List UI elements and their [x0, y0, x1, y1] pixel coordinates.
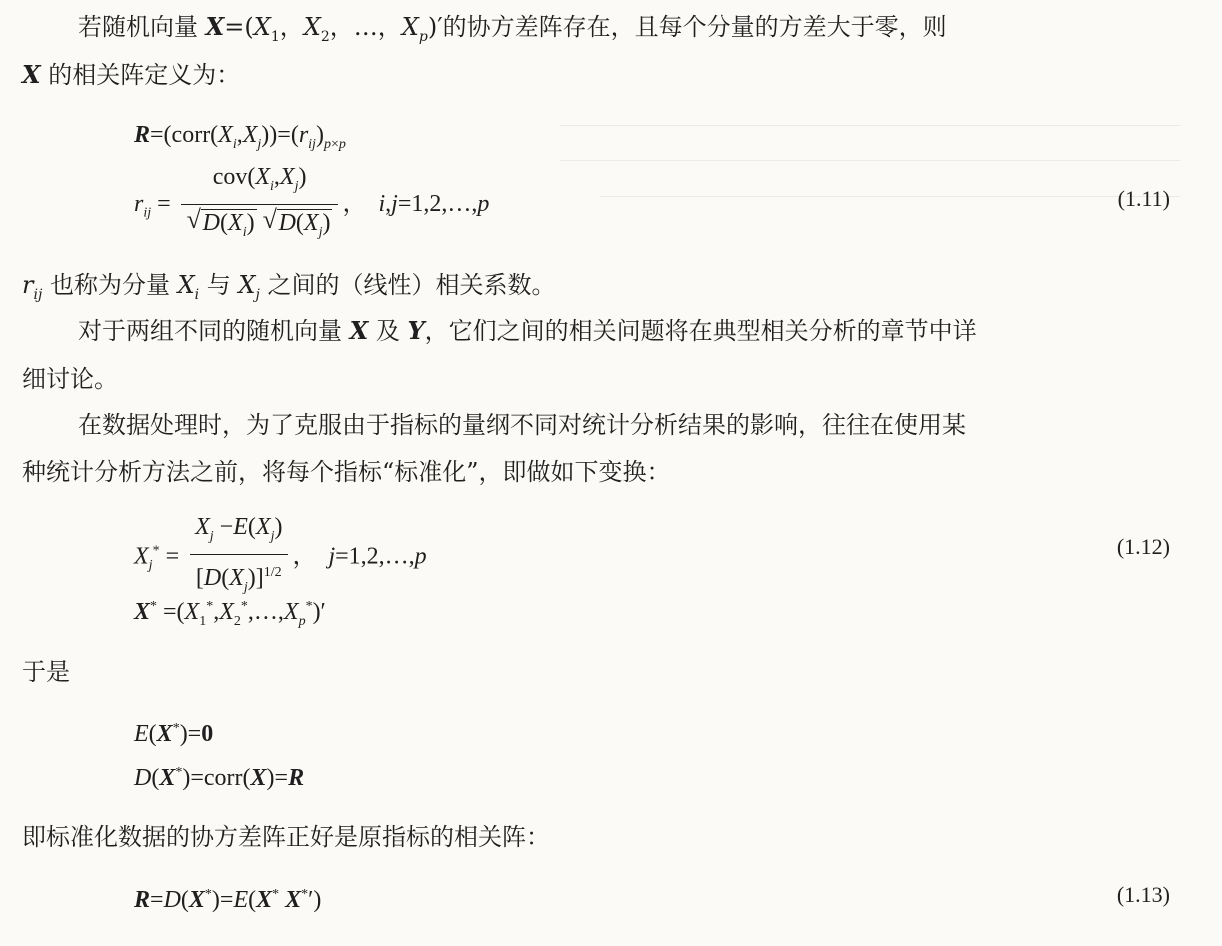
equation-number-1-11: (1.11)	[1117, 186, 1170, 211]
paragraph-6: 即标准化数据的协方差阵正好是原指标的相关阵：	[22, 823, 550, 851]
equation-expectation: E(X*)=0	[134, 721, 214, 747]
paragraph-5: 于是	[22, 658, 70, 686]
paragraph-1-line-2: X 的相关阵定义为：	[22, 60, 241, 89]
equation-standardized-vector: $X^* =(X_1^*,X_2^*,\dots,X_p^*)'$	[134, 599, 326, 629]
paragraph-2: $r_{ij}$ 也称为分量 $X_i$ 与 $X_j$ 之间的（线性）相关系数。	[22, 271, 556, 303]
paragraph-3-line-2: 细讨论。	[22, 365, 118, 393]
equation-1-13: R=D(X*)=E(X* X*′)	[134, 887, 322, 913]
show-through-line	[600, 196, 1180, 197]
fraction: $cov(X_i,X_j)$ √ $D(X_i)$ √ $D(X_j)$	[181, 162, 339, 249]
equation-dispersion: D(X*)=corr(X)=R	[134, 765, 305, 791]
equation-1-12: $X_j^*$ = $\frac{X_j -E(X_j)}{[D(X_j)]^{1/2}}$ ， j=1,2,…,p	[134, 512, 427, 604]
equation-correlation-matrix: $R=(corr(X_i,X_j))=(r_{ij})_{p\times p}$	[134, 122, 346, 152]
equation-number-1-13: (1.13)	[1116, 882, 1170, 907]
show-through-line	[560, 125, 1180, 126]
show-through-line	[560, 160, 1180, 161]
fraction: $\frac{X_j -E(X_j)}{[D(X_j)]^{1/2}}$	[189, 512, 288, 604]
paragraph-4-line-1: 在数据处理时，为了克服由于指标的量纲不同对统计分析结果的影响，往往在使用某	[78, 411, 966, 439]
paragraph-4-line-2: 种统计分析方法之前，将每个指标“标准化”，即做如下变换：	[22, 458, 671, 486]
paragraph-3-line-1: 对于两组不同的随机向量 X 及 Y，它们之间的相关问题将在典型相关分析的章节中详	[78, 316, 977, 345]
equation-1-11: $r_{ij}$ = $cov(X_i,X_j)$ √ $D(X_i)$ √ $D(X_j)$ ， i,j=1,2,…,p	[134, 162, 489, 249]
paragraph-1-line-1: 若随机向量 $X=(X_1$，$X_2$，…，$X_p)'$的协方差阵存在，且每个分量的方差大于零，则	[78, 12, 947, 45]
equation-number-1-12: (1.12)	[1116, 534, 1170, 559]
